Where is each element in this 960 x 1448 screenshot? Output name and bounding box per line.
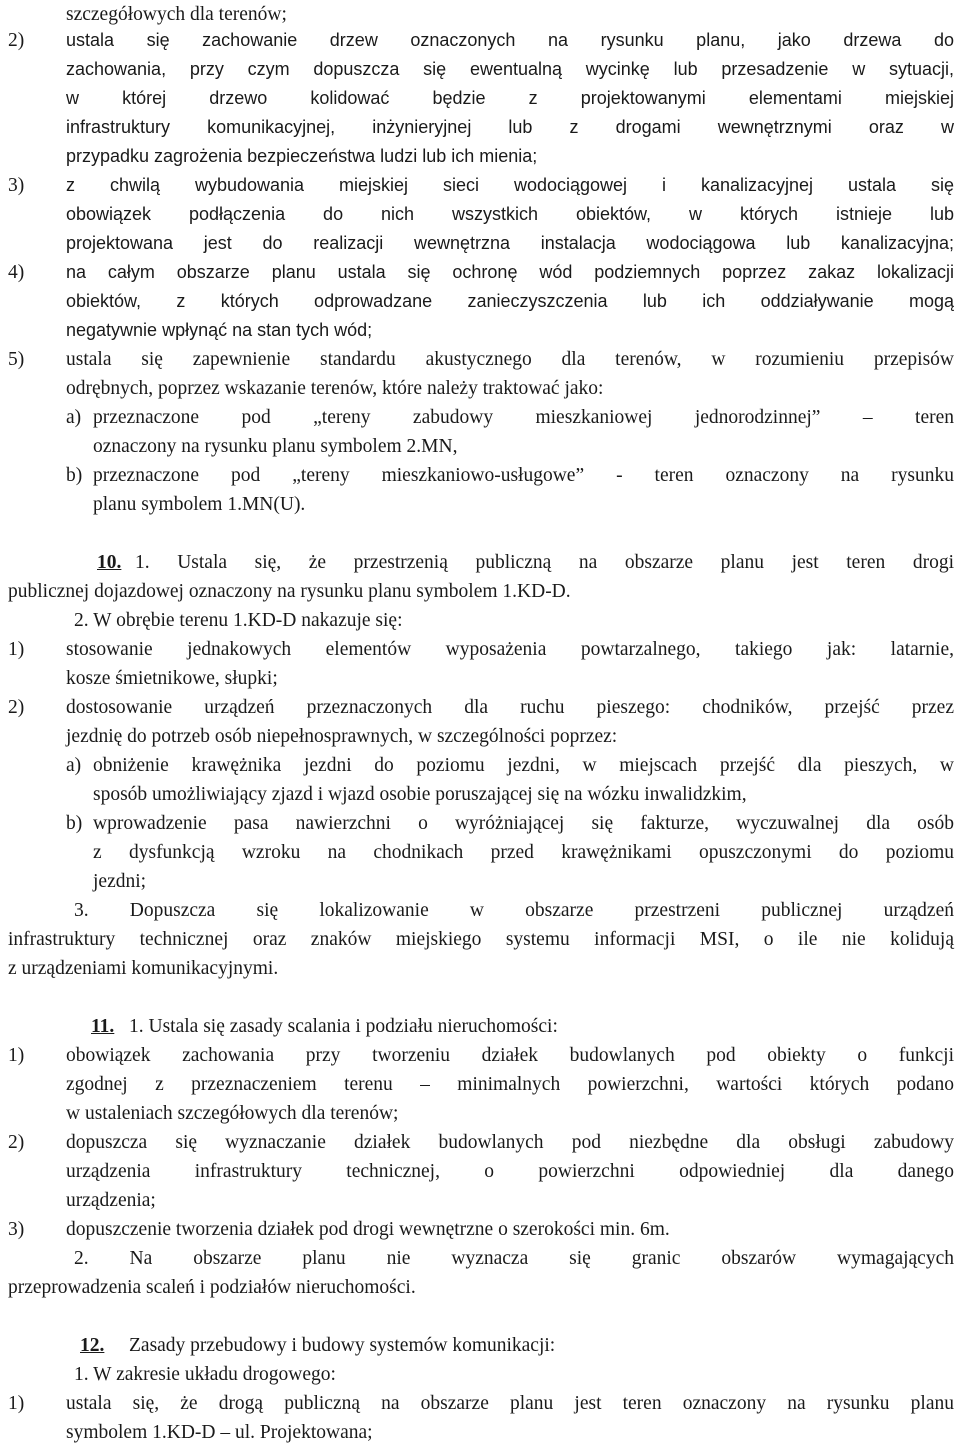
text-line [0, 1360, 960, 1389]
text-fragment: negatywnie wpłynąć na stan tych wód; [66, 320, 373, 340]
sub-marker: b) [66, 813, 83, 834]
list-marker: 4) [8, 262, 25, 283]
sub-item-a [0, 403, 960, 432]
paragraph-10-heading [0, 548, 960, 577]
list-marker: 5) [8, 349, 25, 370]
text-line [0, 722, 960, 751]
text-line [0, 1186, 960, 1215]
text-line [0, 142, 960, 171]
text-fragment: publicznej dojazdowej oznaczony na rysunku planu symbolem 1.KD-D. [8, 581, 571, 602]
text-fragment: przeznaczone pod „tereny mieszkaniowo-usługowe” - teren oznaczony na rysunku [93, 465, 954, 486]
text-fragment: 2. Na obszarze planu nie wyznacza się granic obszarów wymagających [74, 1248, 954, 1269]
text-fragment: stosowanie jednakowych elementów wyposażenia powtarzalnego, takiego jak: latarnie, [66, 639, 954, 660]
text-fragment: kosze śmietnikowe, słupki; [66, 668, 278, 689]
text-line [0, 432, 960, 461]
list-marker: 2) [8, 1132, 25, 1153]
sub-marker: b) [66, 465, 83, 486]
paragraph-11-heading [0, 1012, 960, 1041]
text-line [0, 229, 960, 258]
text-fragment: w ustaleniach szczegółowych dla terenów; [66, 1103, 399, 1124]
text-line [0, 1273, 960, 1302]
text-line [0, 606, 960, 635]
list-item [0, 1389, 960, 1418]
text-fragment: ustala się zapewnienie standardu akustycznego dla terenów, w rozumieniu przepisów [66, 349, 954, 370]
list-marker: 2) [8, 30, 25, 51]
paragraph-number: 12. [80, 1335, 105, 1356]
text-fragment: przeznaczone pod „tereny zabudowy mieszkaniowej jednorodzinnej” – teren [93, 407, 954, 428]
text-fragment: ustala się, że drogą publiczną na obszarze planu jest teren oznaczony na rysunku planu [66, 1393, 954, 1414]
text-line [0, 954, 960, 983]
text-line [0, 316, 960, 345]
list-marker: 3) [8, 175, 25, 196]
text-fragment: urządzenia infrastruktury technicznej, o powierzchni odpowiedniej dla danego [66, 1161, 954, 1182]
text-fragment: jezdnię do potrzeb osób niepełnosprawnych, w szczególności poprzez: [66, 726, 618, 747]
list-item [0, 1041, 960, 1070]
sub-item-b [0, 461, 960, 490]
text-fragment: w której drzewo kolidować będzie z projektowanymi elementami miejskiej [66, 88, 954, 108]
list-item-groundwater [0, 258, 960, 287]
list-item [0, 1215, 960, 1244]
text-line [0, 374, 960, 403]
paragraph-number: 11. [91, 1016, 115, 1037]
text-fragment: obowiązek podłączenia do nich wszystkich obiektów, w których istnieje lub [66, 204, 954, 224]
text-fragment: przeprowadzenia scaleń i podziałów nieruchomości. [8, 1277, 416, 1298]
text-line [0, 200, 960, 229]
text-line [0, 925, 960, 954]
text-fragment: z urządzeniami komunikacyjnymi. [8, 958, 279, 979]
text-fragment: zachowania, przy czym dopuszcza się ewentualną wycinkę lub przesadzenie w sytuacji, [66, 59, 954, 79]
text-line [0, 55, 960, 84]
list-item-acoustic [0, 345, 960, 374]
text-fragment: urządzenia; [66, 1190, 156, 1211]
text-fragment: szczegółowych dla terenów; [66, 4, 287, 25]
list-marker: 3) [8, 1219, 25, 1240]
text-fragment: symbolem 1.KD-D – ul. Projektowana; [66, 1422, 373, 1443]
text-line [0, 838, 960, 867]
text-line [0, 1244, 960, 1273]
list-item [0, 693, 960, 722]
sub-item-a [0, 751, 960, 780]
text-line [0, 1418, 960, 1447]
text-fragment: odrębnych, poprzez wskazanie terenów, które należy traktować jako: [66, 378, 604, 399]
text-fragment: na całym obszarze planu ustala się ochronę wód podziemnych poprzez zakaz lokalizacji [66, 262, 954, 282]
text-line [0, 664, 960, 693]
text-fragment: wprowadzenie pasa nawierzchni o wyróżniającej się fakturze, wyczuwalnej dla osób [93, 813, 954, 834]
text-fragment: ustala się zachowanie drzew oznaczonych na rysunku planu, jako drzewa do [66, 30, 954, 50]
text-line [0, 0, 960, 29]
text-fragment: zgodnej z przeznaczeniem terenu – minimalnych powierzchni, wartości których podano [66, 1074, 954, 1095]
list-item-tree [0, 26, 960, 55]
list-item-water [0, 171, 960, 200]
text-fragment: 1. Ustala się, że przestrzenią publiczną na obszarze planu jest teren drogi [135, 552, 954, 573]
list-marker: 1) [8, 639, 25, 660]
text-fragment: obniżenie krawężnika jezdni do poziomu jezdni, w miejscach przejść dla pieszych, w [93, 755, 954, 776]
text-fragment: planu symbolem 1.MN(U). [93, 494, 306, 515]
text-fragment: 2. W obrębie terenu 1.KD-D nakazuje się: [74, 610, 403, 631]
text-fragment: sposób umożliwiający zjazd i wjazd osobie poruszającej się na wózku inwalidzkim, [93, 784, 747, 805]
sub-item-b [0, 809, 960, 838]
text-line [0, 1070, 960, 1099]
text-line [0, 1157, 960, 1186]
text-fragment: obiektów, z których odprowadzane zanieczyszczenia lub ich oddziaływanie mogą [66, 291, 954, 311]
text-fragment: dopuszcza się wyznaczanie działek budowlanych pod niezbędne dla obsługi zabudowy [66, 1132, 954, 1153]
text-fragment: z chwilą wybudowania miejskiej sieci wodociągowej i kanalizacyjnej ustala się [66, 175, 954, 195]
text-line [0, 287, 960, 316]
section-title: Zasady przebudowy i budowy systemów komunikacji: [129, 1335, 556, 1356]
text-fragment: dopuszczenie tworzenia działek pod drogi wewnętrzne o szerokości min. 6m. [66, 1219, 670, 1240]
text-fragment: infrastruktury komunikacyjnej, inżynieryjnej lub z drogami wewnętrznymi oraz w [66, 117, 954, 137]
text-fragment: obowiązek zachowania przy tworzeniu działek budowlanych pod obiekty o funkcji [66, 1045, 954, 1066]
text-line [0, 896, 960, 925]
text-fragment: infrastruktury technicznej oraz znaków miejskiego systemu informacji MSI, o ile nie kolidują [8, 929, 954, 950]
text-line [0, 780, 960, 809]
text-line [0, 1099, 960, 1128]
paragraph-number: 10. [97, 552, 122, 573]
list-item [0, 1128, 960, 1157]
text-fragment: jezdni; [93, 871, 147, 892]
text-fragment: dostosowanie urządzeń przeznaczonych dla ruchu pieszego: chodników, przejść przez [66, 697, 954, 718]
text-fragment: 1. Ustala się zasady scalania i podziału nieruchomości: [129, 1016, 558, 1037]
text-line [0, 867, 960, 896]
text-fragment: przypadku zagrożenia bezpieczeństwa ludzi lub ich mienia; [66, 146, 538, 166]
list-marker: 2) [8, 697, 25, 718]
sub-marker: a) [66, 755, 82, 776]
sub-marker: a) [66, 407, 82, 428]
text-line [0, 84, 960, 113]
paragraph-12-heading [0, 1331, 960, 1360]
text-line [0, 577, 960, 606]
text-line [0, 113, 960, 142]
text-line [0, 490, 960, 519]
text-fragment: z dysfunkcją wzroku na chodnikach przed krawężnikami opuszczonymi do poziomu [93, 842, 954, 863]
list-marker: 1) [8, 1393, 25, 1414]
text-fragment: 3. Dopuszcza się lokalizowanie w obszarze przestrzeni publicznej urządzeń [74, 900, 954, 921]
text-fragment: 1. W zakresie układu drogowego: [74, 1364, 336, 1385]
list-item [0, 635, 960, 664]
text-fragment: oznaczony na rysunku planu symbolem 2.MN, [93, 436, 458, 457]
list-marker: 1) [8, 1045, 25, 1066]
text-fragment: projektowana jest do realizacji wewnętrzna instalacja wodociągowa lub kanalizacyjna; [66, 233, 954, 253]
